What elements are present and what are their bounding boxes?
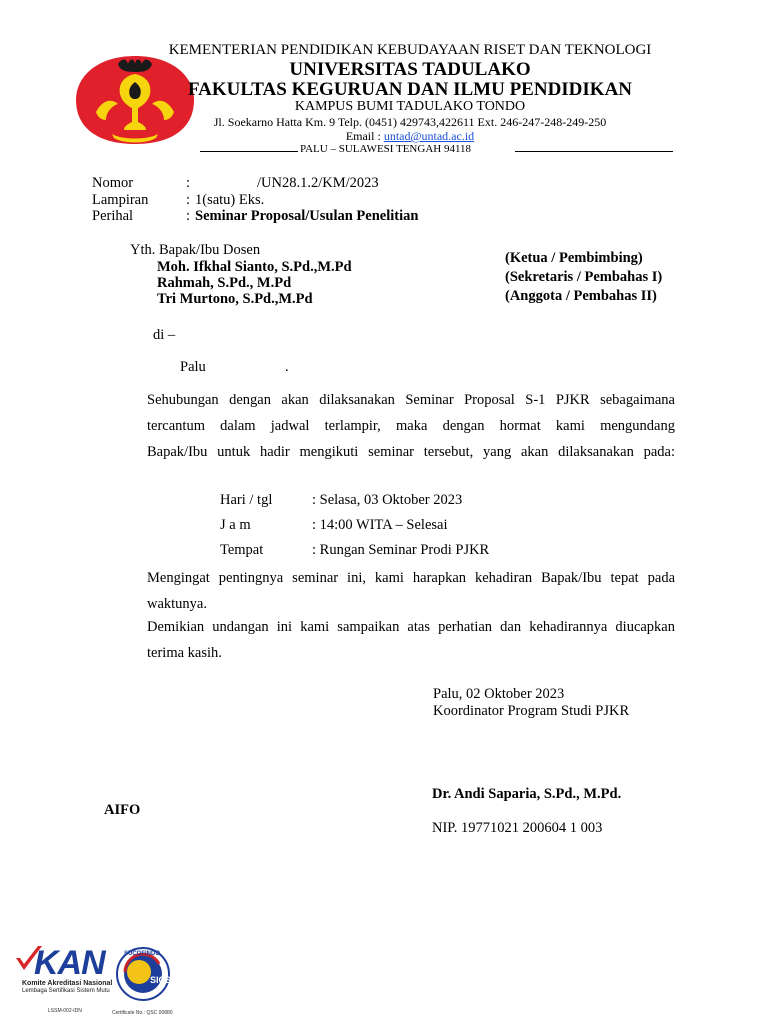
signature-nip: NIP. 19771021 200604 1 003 bbox=[432, 820, 603, 836]
sics-seal-icon bbox=[115, 946, 171, 1006]
email-line bbox=[160, 129, 660, 144]
email-label: Email : bbox=[345, 129, 384, 143]
place-dot: . bbox=[285, 359, 289, 375]
place-name: Palu bbox=[180, 359, 206, 375]
recipient-role-3: (Anggota / Pembahas II) bbox=[505, 288, 657, 304]
meta-value-nomor: /UN28.1.2/KM/2023 bbox=[257, 175, 379, 191]
kan-subtitle: Komite Akreditasi Nasional bbox=[22, 980, 113, 987]
reminder-line-1: Mengingat pentingnya seminar ini, kami harapkan kehadiran Bapak/Ibu tepat pada bbox=[147, 570, 675, 586]
kan-wordmark: KAN bbox=[34, 944, 105, 982]
kan-code: LSSM-002-IDN bbox=[48, 1008, 82, 1014]
meta-sep-perihal: : bbox=[186, 208, 191, 224]
meta-label-nomor: Nomor bbox=[92, 175, 134, 191]
signature-position: Koordinator Program Studi PJKR bbox=[433, 703, 630, 719]
meta-label-perihal: Perihal bbox=[92, 208, 134, 224]
closing-line-2: terima kasih. bbox=[147, 645, 222, 661]
schedule-value-time: : 14:00 WITA – Selesai bbox=[312, 517, 448, 533]
meta-value-lampiran: 1(satu) Eks. bbox=[195, 192, 265, 208]
meta-value-perihal: Seminar Proposal/Usulan Penelitian bbox=[195, 208, 419, 224]
recipient-role-2: (Sekretaris / Pembahas I) bbox=[505, 269, 663, 285]
sics-wordmark: SICS bbox=[150, 975, 171, 985]
meta-sep-lampiran: : bbox=[186, 192, 191, 208]
intro-line-3: Bapak/Ibu untuk hadir mengikuti seminar tersebut, yang akan dilaksanakan pada: bbox=[147, 444, 675, 460]
sics-certificate-code: Certificate No.: QSC 00880 bbox=[112, 1010, 173, 1016]
header-rule-left bbox=[200, 151, 298, 152]
signature-name: Dr. Andi Saparia, S.Pd., M.Pd. bbox=[432, 786, 622, 802]
recipient-name-3: Tri Murtono, S.Pd.,M.Pd bbox=[157, 291, 313, 307]
intro-line-2: tercantum dalam jadwal terlampir, maka dengan hormat kami mengundang bbox=[147, 418, 675, 434]
schedule-value-place: : Rungan Seminar Prodi PJKR bbox=[312, 542, 490, 558]
recipient-name-1: Moh. Ifkhal Sianto, S.Pd.,M.Pd bbox=[157, 259, 352, 275]
university-name: UNIVERSITAS TADULAKO bbox=[289, 59, 531, 80]
reminder-paragraph bbox=[147, 565, 675, 617]
schedule-label-day: Hari / tgl bbox=[220, 492, 273, 508]
ministry-name: KEMENTERIAN PENDIDIKAN KEBUDAYAAN RISET DAN TEKNOLOGI bbox=[168, 42, 652, 58]
city-line: PALU – SULAWESI TENGAH 94118 bbox=[300, 143, 472, 155]
recipient-role-1: (Ketua / Pembimbing) bbox=[505, 250, 643, 266]
salutation: Yth. Bapak/Ibu Dosen bbox=[130, 242, 261, 258]
sucofindo-wordmark: SUCOFINDO bbox=[124, 951, 160, 957]
recipient-name-2: Rahmah, S.Pd., M.Pd bbox=[157, 275, 292, 291]
reminder-line-2: waktunya. bbox=[147, 596, 207, 612]
email-link[interactable]: untad@untad.ac.id bbox=[383, 129, 475, 143]
meta-label-lampiran: Lampiran bbox=[92, 192, 149, 208]
meta-sep-nomor: : bbox=[186, 175, 191, 191]
schedule-label-time: J a m bbox=[220, 517, 251, 533]
closing-line-1: Demikian undangan ini kami sampaikan atas perhatian dan kehadirannya diucapkan bbox=[147, 619, 675, 635]
di-line: di – bbox=[153, 327, 176, 343]
closing-paragraph bbox=[147, 614, 675, 666]
schedule-value-day: : Selasa, 03 Oktober 2023 bbox=[312, 492, 463, 508]
address-line: Jl. Soekarno Hatta Km. 9 Telp. (0451) 429743,422611 Ext. 246-247-248-249-250 bbox=[213, 115, 607, 129]
faculty-name: FAKULTAS KEGURUAN DAN ILMU PENDIDIKAN bbox=[187, 79, 633, 100]
campus-name: KAMPUS BUMI TADULAKO TONDO bbox=[294, 99, 526, 114]
intro-line-1: Sehubungan dengan akan dilaksanakan Seminar Proposal S-1 PJKR sebagaimana bbox=[147, 392, 675, 408]
kan-subtitle-2: Lembaga Sertifikasi Sistem Mutu bbox=[22, 988, 110, 994]
schedule-label-place: Tempat bbox=[220, 542, 264, 558]
header-rule-right bbox=[515, 151, 673, 152]
signature-date: Palu, 02 Oktober 2023 bbox=[433, 686, 565, 702]
intro-paragraph bbox=[147, 387, 675, 465]
side-mark: AIFO bbox=[104, 802, 141, 818]
